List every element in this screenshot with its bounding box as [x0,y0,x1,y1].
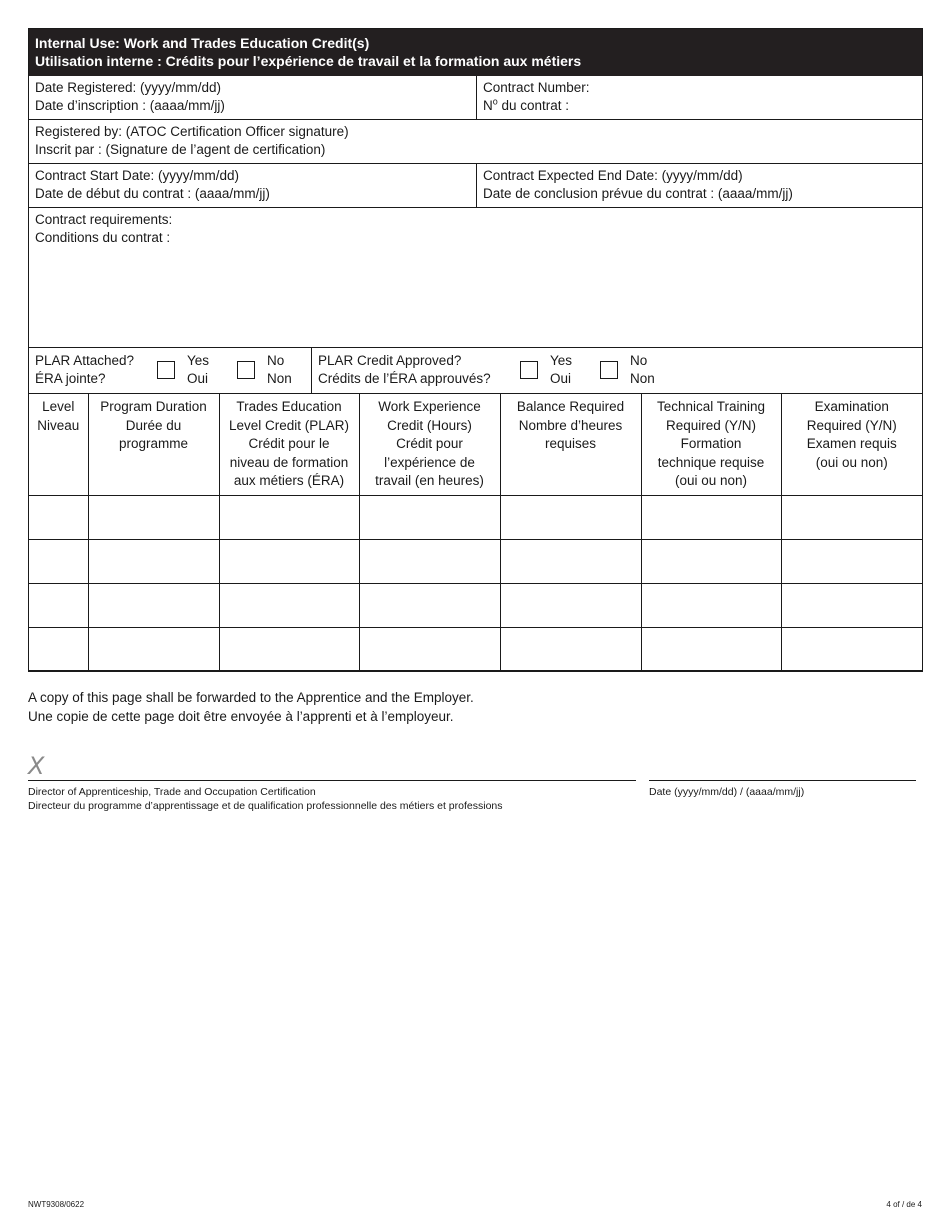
table-row [29,627,922,671]
plar-attached-yes-checkbox[interactable] [157,361,175,379]
internal-use-form [28,28,923,672]
column-header: Technical Training Required (Y/N) Formation technique requise (oui ou non) [641,394,781,495]
table-cell[interactable] [88,495,219,539]
date-registered-label-en: Date Registered: (yyyy/mm/dd) [35,80,222,95]
copy-note [28,688,474,726]
plar-attached-yes-label: Yes Oui [187,353,210,386]
column-header: Level Niveau [29,394,88,495]
column-header: Trades Education Level Credit (PLAR) Crédit pour le niveau de formation aux métiers (ÉRA) [219,394,359,495]
plar-attached-label-en: PLAR Attached? [35,353,135,368]
table-cell[interactable] [641,583,781,627]
table-cell[interactable] [641,495,781,539]
table-cell[interactable] [88,539,219,583]
director-signature-line[interactable] [28,780,636,781]
registered-by-label-fr: Inscrit par : (Signature de l’agent de certification) [35,142,326,157]
table-cell[interactable] [359,583,500,627]
plar-approved-no-label: No Non [630,353,655,386]
plar-approved-group [311,348,922,393]
table-cell[interactable] [500,583,641,627]
plar-approved-label-en: PLAR Credit Approved? [318,353,462,368]
table-cell[interactable] [219,495,359,539]
table-cell[interactable] [219,539,359,583]
row-contract-dates [29,164,922,208]
table-row [29,539,922,583]
column-header: Balance Required Nombre d’heures requises [500,394,641,495]
date-registered-field[interactable] [29,76,476,119]
table-cell[interactable] [781,583,922,627]
table-cell[interactable] [88,627,219,671]
registered-by-field[interactable] [29,120,922,163]
date-registered-label-fr: Date d’inscription : (aaaa/mm/jj) [35,98,225,113]
form-code: NWT9308/0622 [28,1200,85,1209]
table-cell[interactable] [219,627,359,671]
table-cell[interactable] [500,495,641,539]
table-cell[interactable] [29,495,88,539]
plar-approved-yes-checkbox[interactable] [520,361,538,379]
table-cell[interactable] [500,627,641,671]
contract-end-date-field[interactable] [476,164,922,207]
table-cell[interactable] [359,627,500,671]
copy-note-en: A copy of this page shall be forwarded to the Apprentice and the Employer. [28,690,474,705]
table-cell[interactable] [500,539,641,583]
requirements-label-en: Contract requirements: [35,212,173,227]
plar-attached-group [29,348,311,393]
table-row [29,583,922,627]
header-title-fr: Utilisation interne : Crédits pour l’expérience de travail et la formation aux métiers [35,53,582,69]
row-plar [29,348,922,394]
table-cell[interactable] [641,539,781,583]
table-cell[interactable] [29,539,88,583]
row-registered-by [29,120,922,164]
end-date-label-fr: Date de conclusion prévue du contrat : (aaaa/mm/jj) [483,186,793,201]
contract-number-label-fr: $N^o$ du contrat : [483,96,570,113]
registered-by-label-en: Registered by: (ATOC Certification Officer signature) [35,124,349,139]
plar-attached-no-checkbox[interactable] [237,361,255,379]
table-cell[interactable] [219,583,359,627]
table-row [29,495,922,539]
credits-table [29,394,922,672]
contract-number-field[interactable] [476,76,922,119]
credits-table-header [29,394,922,495]
form-header [29,29,922,76]
table-cell[interactable] [641,627,781,671]
page-number: 4 of / de 4 [886,1200,922,1209]
table-cell[interactable] [29,627,88,671]
table-cell[interactable] [781,627,922,671]
row-requirements [29,208,922,348]
contract-start-date-field[interactable] [29,164,476,207]
column-header: Examination Required (Y/N) Examen requis (oui ou non) [781,394,922,495]
start-date-label-fr: Date de début du contrat : (aaaa/mm/jj) [35,186,270,201]
signature-date-label: Date (yyyy/mm/dd) / (aaaa/mm/jj) [649,786,805,798]
table-cell[interactable] [359,495,500,539]
signature-mark: X [28,752,45,780]
plar-attached-label-fr: ÉRA jointe? [35,371,106,386]
director-signature-label: Director of Apprenticeship, Trade and Occupation Certification Directeur du programme d’apprentissage et de qualification professionnelle des métiers et professions [28,786,503,812]
plar-attached-no-label: No Non [267,353,292,386]
signature-date-line[interactable] [649,780,916,781]
table-cell[interactable] [359,539,500,583]
start-date-label-en: Contract Start Date: (yyyy/mm/dd) [35,168,240,183]
plar-approved-yes-label: Yes Oui [550,353,573,386]
end-date-label-en: Contract Expected End Date: (yyyy/mm/dd) [483,168,743,183]
row-registration [29,76,922,120]
table-cell[interactable] [29,583,88,627]
plar-approved-label-fr: Crédits de l’ÉRA approuvés? [318,371,491,386]
column-header: Work Experience Credit (Hours) Crédit pour l’expérience de travail (en heures) [359,394,500,495]
contract-requirements-field[interactable] [29,208,922,347]
plar-approved-no-checkbox[interactable] [600,361,618,379]
contract-number-label-en: Contract Number: [483,80,590,95]
copy-note-fr: Une copie de cette page doit être envoyée à l’apprenti et à l’employeur. [28,709,454,724]
table-cell[interactable] [88,583,219,627]
table-cell[interactable] [781,495,922,539]
header-title-en: Internal Use: Work and Trades Education Credit(s) [35,35,370,51]
column-header: Program Duration Durée du programme [88,394,219,495]
table-cell[interactable] [781,539,922,583]
requirements-label-fr: Conditions du contrat : [35,230,171,245]
